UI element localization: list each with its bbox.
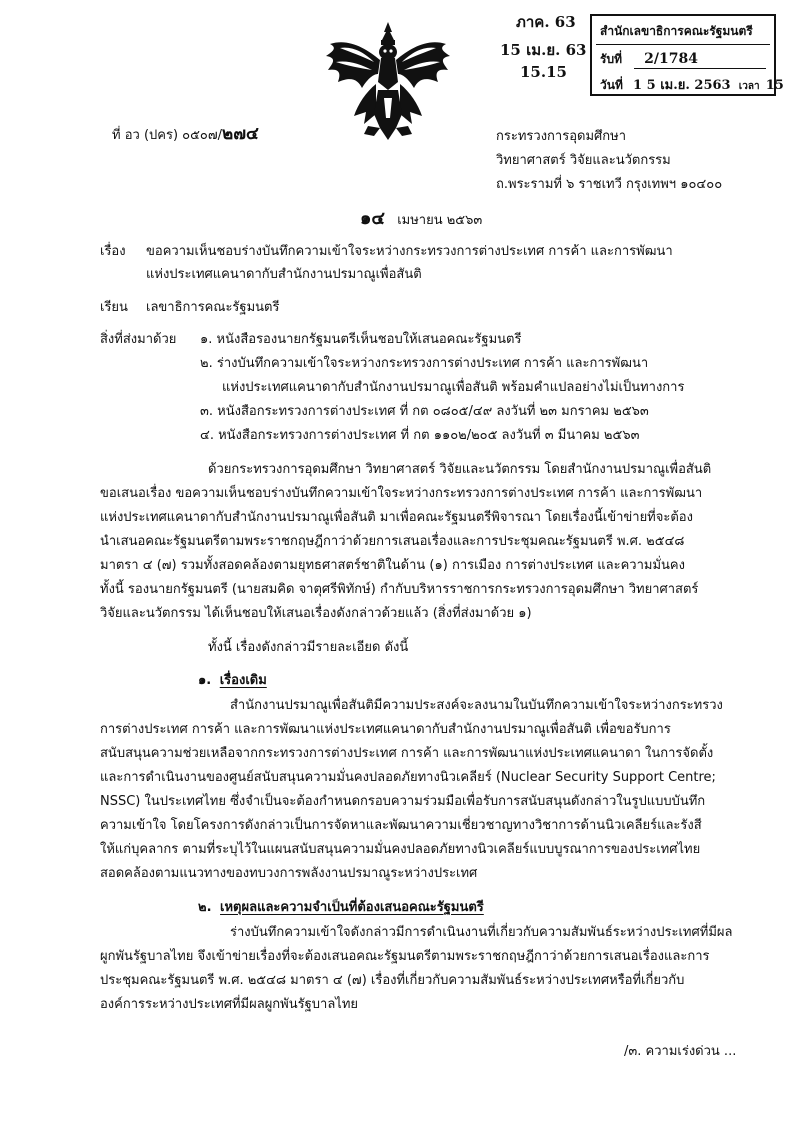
section-2-number: ๒.: [198, 900, 212, 915]
to-value: เลขาธิการคณะรัฐมนตรี: [146, 300, 280, 315]
enclosure-item-2: ๒. ร่างบันทึกความเข้าใจระหว่างกระทรวงการต่างประเทศ การค้า และการพัฒนา: [200, 356, 649, 371]
garuda-emblem-icon: [318, 18, 458, 146]
section-2-line-2: ผูกพันรัฐบาลไทย จึงเข้าข่ายเรื่องที่จะต้องเสนอคณะรัฐมนตรีตามพระราชกฤษฎีกาว่าด้วยการเสนอเรื่องและการ: [100, 949, 710, 964]
section-2-line-3: ประชุมคณะรัฐมนตรี พ.ศ. ๒๕๔๘ มาตรา ๔ (๗) เรื่องที่เกี่ยวกับความสัมพันธ์ระหว่างประเทศหรือที่เกี่ยวกับ: [100, 973, 685, 988]
intro-line-2: ขอเสนอเรื่อง ขอความเห็นชอบร่างบันทึกความเข้าใจระหว่างกระทรวงการต่างประเทศ การค้า และการพัฒนา: [100, 486, 703, 501]
section-1-line-7: ให้แก่บุคลากร ตามที่ระบุไว้ในแผนสนับสนุนความมั่นคงปลอดภัยทางนิวเคลียร์แบบบูรณาการของประเทศไทย: [100, 842, 701, 857]
stamp-receive-label: รับที่: [600, 52, 622, 66]
to-label: เรียน: [100, 300, 128, 315]
enclosures-label: สิ่งที่ส่งมาด้วย: [100, 332, 177, 347]
intro-line-3: แห่งประเทศแคนาดากับสำนักงานปรมาณูเพื่อสันติ มาเพื่อคณะรัฐมนตรีพิจารณา โดยเรื่องนี้เข้าข่ายที่จะต้อง: [100, 510, 693, 525]
section-1-heading: [198, 669, 267, 693]
reference-handwritten-number: ๒๗๔: [222, 124, 259, 144]
stamp-receive-number: 2/1784: [644, 51, 698, 67]
sender-line-2: วิทยาศาสตร์ วิจัยและนวัตกรรม: [496, 153, 671, 168]
section-1-line-1: สำนักงานปรมาณูเพื่อสันติมีความประสงค์จะลงนามในบันทึกความเข้าใจระหว่างกระทรวง: [230, 698, 723, 713]
section-1-line-2: การต่างประเทศ การค้า และการพัฒนาแห่งประเทศแคนาดากับสำนักงานปรมาณูเพื่อสันติ เพื่อขอรับการ: [100, 722, 671, 737]
handwritten-date: 15 เม.ย. 63: [500, 41, 587, 59]
letter-date-day: ๑๔: [360, 208, 386, 229]
section-2-line-4: องค์การระหว่างประเทศที่มีผลผูกพันรัฐบาลไทย: [100, 997, 359, 1012]
details-intro: ทั้งนี้ เรื่องดังกล่าวมีรายละเอียด ดังนี้: [208, 640, 409, 655]
stamp-receive-row: [600, 50, 698, 69]
stamp-date-label: วันที่: [600, 78, 623, 92]
section-1-number: ๑.: [198, 673, 212, 688]
subject-line-1: ขอความเห็นชอบร่างบันทึกความเข้าใจระหว่างกระทรวงการต่างประเทศ การค้า และการพัฒนา: [146, 244, 673, 259]
enclosure-item-1: ๑. หนังสือรองนายกรัฐมนตรีเห็นชอบให้เสนอคณะรัฐมนตรี: [200, 332, 522, 347]
letter-date: [360, 207, 482, 233]
handwritten-receipt-code: ภาค. 63: [516, 13, 576, 31]
intro-line-1: ด้วยกระทรวงการอุดมศึกษา วิทยาศาสตร์ วิจัยและนวัตกรรม โดยสำนักงานปรมาณูเพื่อสันติ: [208, 462, 712, 477]
intro-line-7: วิจัยและนวัตกรรม ได้เห็นชอบให้เสนอเรื่องดังกล่าวด้วยแล้ว (สิ่งที่ส่งมาด้วย ๑): [100, 606, 532, 621]
section-2-line-1: ร่างบันทึกความเข้าใจดังกล่าวมีการดำเนินงานที่เกี่ยวกับความสัมพันธ์ระหว่างประเทศที่มีผล: [230, 925, 733, 940]
continuation-marker: /๓. ความเร่งด่วน ...: [624, 1044, 737, 1059]
enclosure-item-4: ๔. หนังสือกระทรวงการต่างประเทศ ที่ กต ๑๑๐๒/๒๐๕ ลงวันที่ ๓ มีนาคม ๒๕๖๓: [200, 428, 640, 443]
reference-label: ที่ อว (ปคร) ๐๕๐๗/: [112, 128, 223, 143]
stamp-date-row: [600, 74, 784, 95]
letter-date-rest: เมษายน ๒๕๖๓: [397, 213, 483, 228]
intro-line-6: ทั้งนี้ รองนายกรัฐมนตรี (นายสมคิด จาตุศรีพิทักษ์) กำกับบริหารราชการกระทรวงการอุดมศึกษา วิทยาศาสตร์: [100, 582, 699, 597]
reference-number: [112, 122, 259, 148]
sender-line-3: ถ.พระรามที่ ๖ ราชเทวี กรุงเทพฯ ๑๐๔๐๐: [496, 177, 723, 192]
stamp-time-value: 15: [765, 78, 784, 93]
stamp-office: สำนักเลขาธิการคณะรัฐมนตรี: [600, 24, 753, 38]
stamp-date-value: 1 5 เม.ย. 2563: [633, 78, 731, 93]
section-2-title: เหตุผลและความจำเป็นที่ต้องเสนอคณะรัฐมนตรี: [220, 900, 484, 915]
subject-label: เรื่อง: [100, 244, 126, 259]
enclosure-item-3: ๓. หนังสือกระทรวงการต่างประเทศ ที่ กต ๐๘๐๕/๔๙ ลงวันที่ ๒๓ มกราคม ๒๕๖๓: [200, 404, 649, 419]
intro-line-4: นำเสนอคณะรัฐมนตรีตามพระราชกฤษฎีกาว่าด้วยการเสนอเรื่องและการประชุมคณะรัฐมนตรี พ.ศ. ๒๕๔๘: [100, 534, 685, 549]
section-1-line-8: สอดคล้องตามแนวทางของทบวงการพลังงานปรมาณูระหว่างประเทศ: [100, 866, 478, 881]
sender-line-1: กระทรวงการอุดมศึกษา: [496, 129, 626, 144]
handwritten-time: 15.15: [520, 63, 567, 81]
section-1-line-6: ความเข้าใจ โดยโครงการดังกล่าวเป็นการจัดหาและพัฒนาความเชี่ยวชาญทางวิชาการด้านนิวเคลียร์และรังสี: [100, 818, 702, 833]
section-1-line-3: สนับสนุนความช่วยเหลือจากกระทรวงการต่างประเทศ การค้า และการพัฒนาแห่งประเทศแคนาดา ในการจัดตั้ง: [100, 746, 714, 761]
section-1-line-5: NSSC) ในประเทศไทย ซึ่งจำเป็นจะต้องกำหนดกรอบความร่วมมือเพื่อรับการสนับสนุนดังกล่าวในรูปแบบบันทึก: [100, 794, 706, 809]
receipt-stamp: [590, 14, 784, 96]
section-1-line-4: และการดำเนินงานของศูนย์สนับสนุนความมั่นคงปลอดภัยทางนิวเคลียร์ (Nuclear Security Support Centre;: [100, 770, 716, 785]
subject-line-2: แห่งประเทศแคนาดากับสำนักงานปรมาณูเพื่อสันติ: [146, 267, 422, 282]
enclosure-item-2-cont: แห่งประเทศแคนาดากับสำนักงานปรมาณูเพื่อสันติ พร้อมคำแปลอย่างไม่เป็นทางการ: [222, 380, 685, 395]
section-1-title: เรื่องเดิม: [219, 673, 267, 688]
section-2-heading: [198, 896, 484, 920]
intro-line-5: มาตรา ๔ (๗) รวมทั้งสอดคล้องตามยุทธศาสตร์ชาติในด้าน (๑) การเมือง การต่างประเทศ และความมั่นคง: [100, 558, 685, 573]
stamp-time-label: เวลา: [738, 81, 760, 92]
